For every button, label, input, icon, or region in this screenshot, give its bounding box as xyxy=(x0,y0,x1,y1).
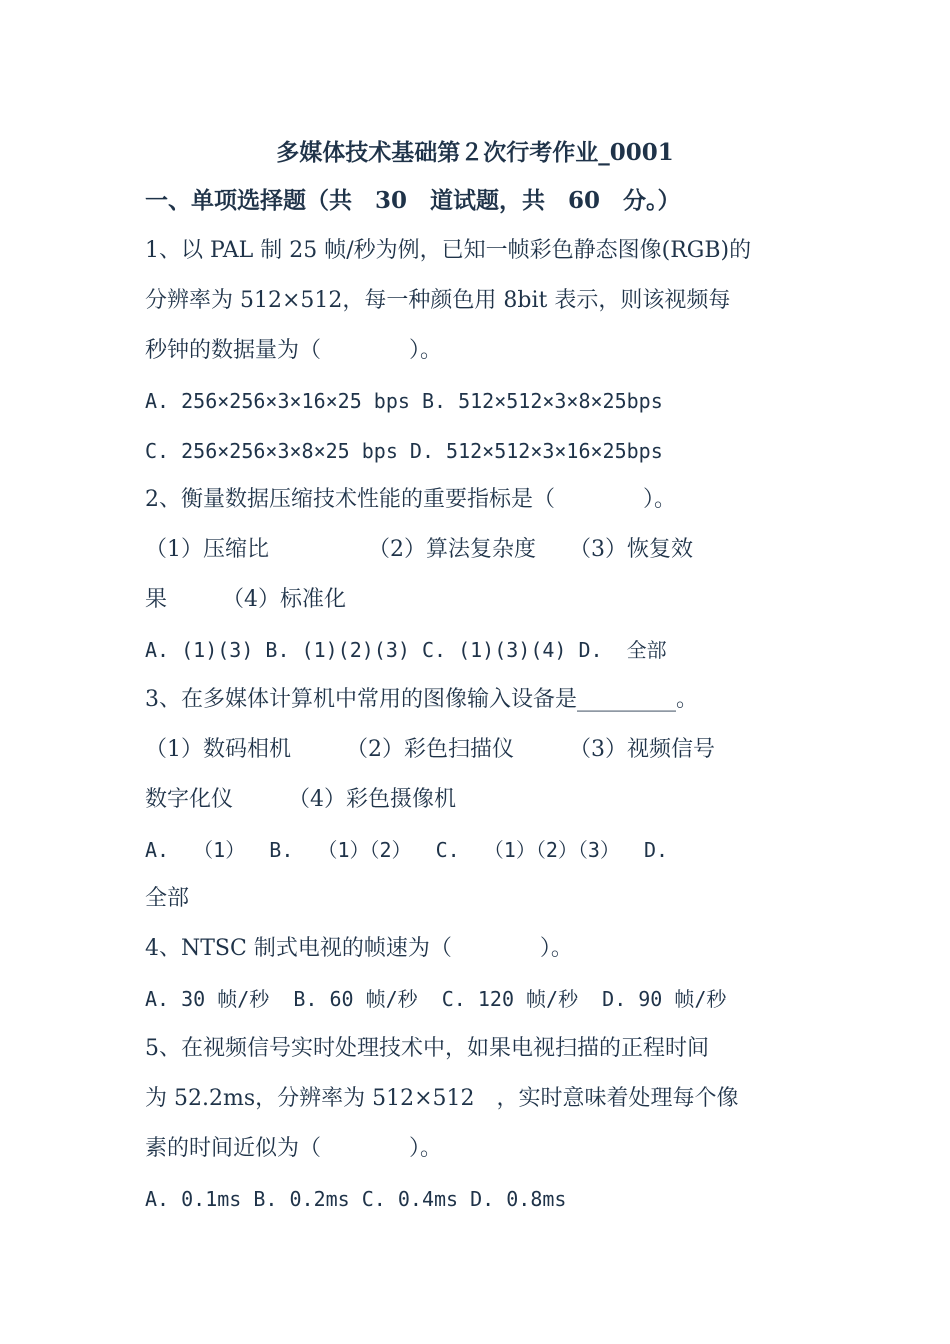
question-3-line-2: （1）数码相机 （2）彩色扫描仪 （3）视频信号 xyxy=(145,737,715,762)
question-4-options-1: A. 30 帧/秒 B. 60 帧/秒 C. 120 帧/秒 D. 90 帧/秒 xyxy=(145,987,727,1011)
question-4-line-1: 4、NTSC 制式电视的帧速为（ ）。 xyxy=(145,936,573,961)
section-heading: 一、单项选择题（共 30 道试题，共 60 分。） xyxy=(145,187,681,214)
question-2-line-2: （1）压缩比 （2）算法复杂度 （3）恢复效 xyxy=(145,537,693,562)
question-2-line-3: 果 （4）标准化 xyxy=(145,587,346,612)
question-1-line-3: 秒钟的数据量为（ ）。 xyxy=(145,338,443,363)
question-1-options-2: C. 256×256×3×8×25 bps D. 512×512×3×16×25bps xyxy=(145,439,663,463)
question-3-options-1: A. （1） B. （1）（2） C. （1）（2）（3） D. xyxy=(145,838,669,862)
question-2-options-1: A. (1)(3) B. (1)(2)(3) C. (1)(3)(4) D. 全部 xyxy=(145,638,667,662)
question-3-options-2: 全部 xyxy=(145,886,190,911)
question-1-line-2: 分辨率为 512×512，每一种颜色用 8bit 表示，则该视频每 xyxy=(145,288,731,313)
document-title: 多媒体技术基础第２次行考作业_0001 xyxy=(276,139,674,166)
question-5-line-3: 素的时间近似为（ ）。 xyxy=(145,1136,443,1161)
question-1-line-1: 1、以 PAL 制 25 帧/秒为例，已知一帧彩色静态图像(RGB)的 xyxy=(145,238,752,263)
question-5-line-2: 为 52.2ms，分辨率为 512×512 ，实时意味着处理每个像 xyxy=(145,1086,739,1111)
question-2-line-1: 2、衡量数据压缩技术性能的重要指标是（ ）。 xyxy=(145,487,676,512)
question-3-line-1: 3、在多媒体计算机中常用的图像输入设备是_________。 xyxy=(145,687,698,712)
question-5-line-1: 5、在视频信号实时处理技术中，如果电视扫描的正程时间 xyxy=(145,1036,709,1061)
question-5-options-1: A. 0.1ms B. 0.2ms C. 0.4ms D. 0.8ms xyxy=(145,1187,567,1211)
question-1-options-1: A. 256×256×3×16×25 bps B. 512×512×3×8×25bps xyxy=(145,389,663,413)
question-3-line-3: 数字化仪 （4）彩色摄像机 xyxy=(145,787,456,812)
